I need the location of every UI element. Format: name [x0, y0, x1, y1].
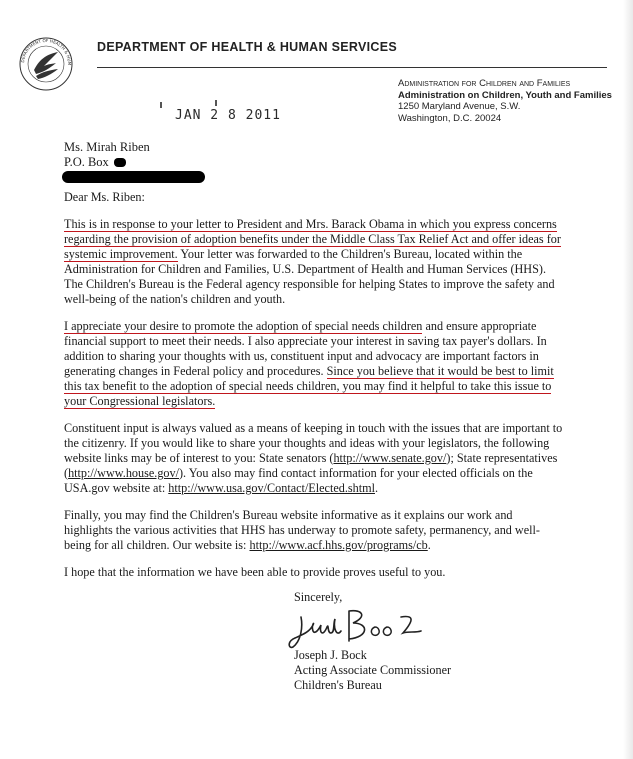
- stamp-tick: [160, 102, 162, 108]
- header-divider: [97, 67, 607, 68]
- department-title: DEPARTMENT OF HEALTH & HUMAN SERVICES: [97, 40, 397, 54]
- letter-body: [64, 190, 564, 592]
- signer-name: Joseph J. Bock: [294, 648, 367, 662]
- scan-edge-shadow: [623, 0, 633, 759]
- admin-agency: Administration for Children and Families: [398, 78, 571, 89]
- paragraph-2: [64, 319, 564, 409]
- paragraph-text: and ensure appropriate financial support to meet their needs. I also appreciate your interest in saving tax payer's dollars. In addition to sharing your thoughts with us, constituent input and advocacy are important factors in generating changes in Federal policy and procedures.: [64, 319, 547, 378]
- paragraph-1: [64, 217, 564, 307]
- paragraph-5: I hope that the information we have been able to provide proves useful to you.: [64, 565, 446, 579]
- admin-office: Administration on Children, Youth and Families: [398, 89, 612, 101]
- salutation: Dear Ms. Riben:: [64, 190, 145, 204]
- recipient-name: Ms. Mirah Riben: [64, 140, 150, 154]
- usa-gov-link: http://www.usa.gov/Contact/Elected.shtml: [168, 481, 375, 495]
- recipient-block: [64, 140, 150, 169]
- closing: Sincerely,: [294, 590, 343, 604]
- signature-block: [294, 648, 451, 693]
- signer-title: Acting Associate Commissioner: [294, 663, 452, 677]
- signer-office: Children's Bureau: [294, 678, 382, 692]
- paragraph-text: ). You also may find contact information for your elected officials on the USA.gov website at:: [64, 466, 533, 495]
- date-received-stamp: JAN 2 8 2011: [175, 108, 281, 123]
- hhs-seal-logo: [18, 36, 74, 92]
- redaction-bar: [62, 171, 205, 183]
- paragraph-4: [64, 508, 564, 553]
- paragraph-3: [64, 421, 564, 496]
- house-link: http://www.house.gov/: [68, 466, 179, 480]
- admin-address-block: [398, 78, 612, 124]
- underlined-text: Since you believe that it would be best to limit this tax benefit to the adoption of special needs children, you may find it helpful to take this issue to your Congressional legislators.: [64, 364, 554, 408]
- paragraph-text: Your letter was forwarded to the Children's Bureau, located within the Administration for Children and Families, U.S. Department of Health and Human Services (HHS). The Children's Bureau is the Federal agency responsible for helping States to improve the safety and well-being of the nation's children and youth.: [64, 247, 555, 306]
- address-line-1: 1250 Maryland Avenue, S.W.: [398, 101, 521, 112]
- paragraph-text: .: [427, 538, 431, 552]
- seal-text: DEPARTMENT OF HEALTH & HUM: [20, 37, 73, 66]
- recipient-po-box: P.O. Box: [64, 154, 109, 169]
- redaction-bar: [114, 158, 126, 167]
- paragraph-text: Constituent input is always valued as a means of keeping in touch with the issues that are important to the citizenry. If you would like to share your thoughts and ideas with your legislators, the following website links may be of interest to you: State senators (: [64, 421, 563, 465]
- senate-link: http://www.senate.gov/: [333, 451, 447, 465]
- underlined-text: I appreciate your desire to promote the adoption of special needs children: [64, 319, 423, 333]
- underlined-text: This is in response to your letter to President and Mrs. Barack Obama in which you express concerns regarding the provision of adoption benefits under the Middle Class Tax Relief Act and offer ideas for systemic improvement.: [64, 217, 561, 261]
- paragraph-text: Finally, you may find the Children's Bureau website informative as it explains our work and highlights the various activities that HHS has underway to promote safety, permanency, and well-being for all children. Our website is:: [64, 508, 540, 552]
- paragraph-text: .: [374, 481, 379, 495]
- paragraph-text: ); State representatives (: [64, 451, 558, 480]
- address-line-2: Washington, D.C. 20024: [398, 112, 502, 124]
- stamp-tick: [215, 100, 217, 106]
- acf-website-link: http://www.acf.hhs.gov/programs/cb: [249, 538, 428, 552]
